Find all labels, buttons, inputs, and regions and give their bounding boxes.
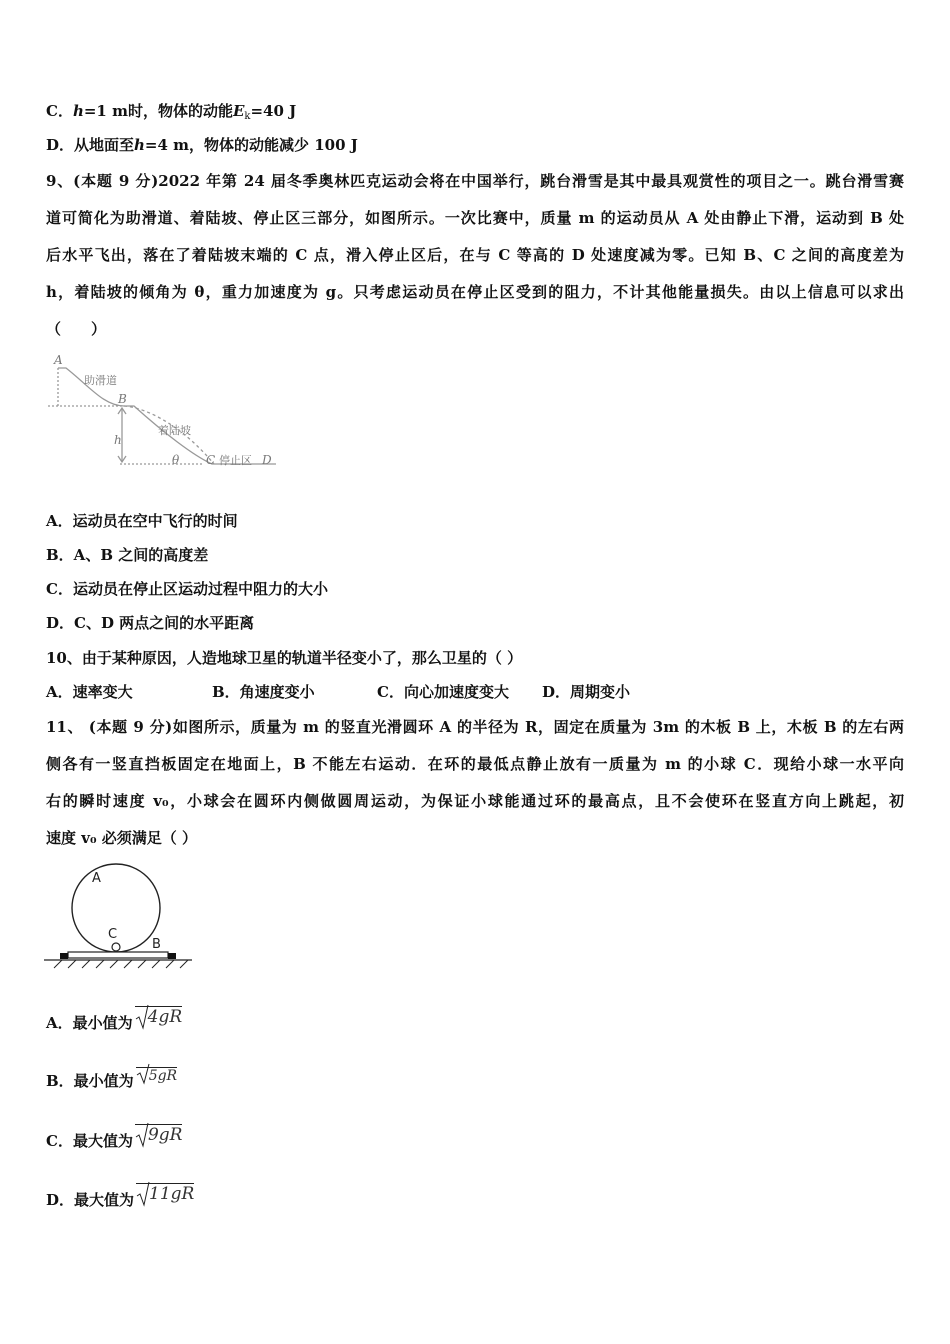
q10-option-c: C．向心加速度变大 — [377, 683, 509, 701]
q11-option-c: C．最大值为 9gR — [46, 1125, 183, 1150]
q10-option-a: A．速率变大 — [46, 683, 133, 701]
q11-option-a: A．最小值为 4gR — [46, 1007, 183, 1032]
q8-option-d-prefix: D．从地面至 — [46, 136, 135, 154]
q9-stem-line: 道可简化为助滑道、着陆坡、停止区三部分，如图所示。一次比赛中，质量 m 的运动员从 A 处由静止下滑，运动到 B 处 — [46, 209, 904, 227]
q10-option-d: D．周期变小 — [542, 683, 631, 701]
q8-option-c-text2: =40 J — [250, 102, 297, 120]
label-h: h — [114, 433, 122, 447]
q9-stem-line: 9、(本题 9 分)2022 年第 24 届冬季奥林匹克运动会将在中国举行，跳台滑雪是其中最具观赏性的项目之一。跳台滑雪赛 — [46, 172, 904, 190]
label-b: B — [152, 937, 161, 952]
q9-option-c: C．运动员在停止区运动过程中阻力的大小 — [46, 580, 328, 598]
ski-jump-figure — [44, 348, 284, 474]
board-b — [68, 952, 168, 958]
q9-option-b: B．A、B 之间的高度差 — [46, 546, 209, 564]
q10-option-b: B．角速度变小 — [212, 683, 315, 701]
q8-option-c — [46, 101, 296, 127]
q9-stem-line: h，着陆坡的倾角为 θ，重力加速度为 g。只考虑运动员在停止区受到的阻力，不计其他能量损失。由以上信息可以求出 — [46, 283, 904, 301]
ring-board-figure — [44, 860, 196, 970]
q8-option-c-prefix: C． — [46, 102, 73, 120]
stopper-left — [60, 953, 68, 959]
ground-hatching — [54, 960, 188, 968]
stopper-right — [168, 953, 176, 959]
ball-c — [112, 943, 120, 951]
label-tingzhiqu: 停止区 — [219, 454, 252, 467]
label-zhuoluopo: 着陆坡 — [158, 424, 191, 437]
var-h: h — [72, 102, 84, 120]
var-h: h — [134, 136, 145, 154]
q11-stem-line: 右的瞬时速度 v₀，小球会在圆环内侧做圆周运动，为保证小球能通过环的最高点，且不会使环在竖直方向上跳起，初 — [46, 792, 904, 810]
q9-stem-line: （ ） — [46, 320, 107, 338]
label-a: A — [92, 871, 101, 886]
sqrt-expression: 4gR — [135, 1006, 183, 1027]
label-b: B — [118, 392, 127, 406]
q11-stem-line: 侧各有一竖直挡板固定在地面上，B 不能左右运动．在环的最低点静止放有一质量为 m 的小球 C．现给小球一水平向 — [46, 755, 904, 773]
q11-option-d: D．最大值为 11gR — [46, 1184, 195, 1209]
q9-option-a: A．运动员在空中飞行的时间 — [46, 512, 238, 530]
q8-option-c-text1: =1 m时，物体的动能 — [83, 102, 233, 120]
label-zhuhuadao: 助滑道 — [84, 374, 117, 387]
sqrt-expression: 9gR — [135, 1124, 183, 1145]
q11-stem-line: 11、 (本题 9 分)如图所示，质量为 m 的竖直光滑圆环 A 的半径为 R，固定在质量为 3m 的木板 B 上，木板 B 的左右两 — [46, 718, 904, 736]
q11-stem-line: 速度 v₀ 必须满足（ ） — [46, 829, 197, 847]
sqrt-expression: 11gR — [136, 1183, 194, 1204]
q11-option-b: B．最小值为 5gR — [46, 1065, 177, 1091]
q9-option-d: D．C、D 两点之间的水平距离 — [46, 614, 255, 632]
label-a: A — [54, 353, 63, 367]
label-c: C — [108, 927, 118, 942]
q10-stem: 10、由于某种原因，人造地球卫星的轨道半径变小了，那么卫星的（ ） — [46, 649, 523, 667]
label-d: D — [262, 453, 272, 467]
q8-option-d-text: =4 m，物体的动能减少 100 J — [144, 136, 358, 154]
q8-option-d — [46, 135, 358, 155]
label-c: C — [206, 453, 216, 467]
subscript-k: k — [244, 111, 251, 122]
q9-stem-line: 后水平飞出，落在了着陆坡末端的 C 点，滑入停止区后，在与 C 等高的 D 处速度减为零。已知 B、C 之间的高度差为 — [46, 246, 904, 264]
label-theta: θ — [172, 453, 180, 467]
var-e: E — [232, 102, 245, 120]
sqrt-expression: 5gR — [136, 1065, 177, 1085]
